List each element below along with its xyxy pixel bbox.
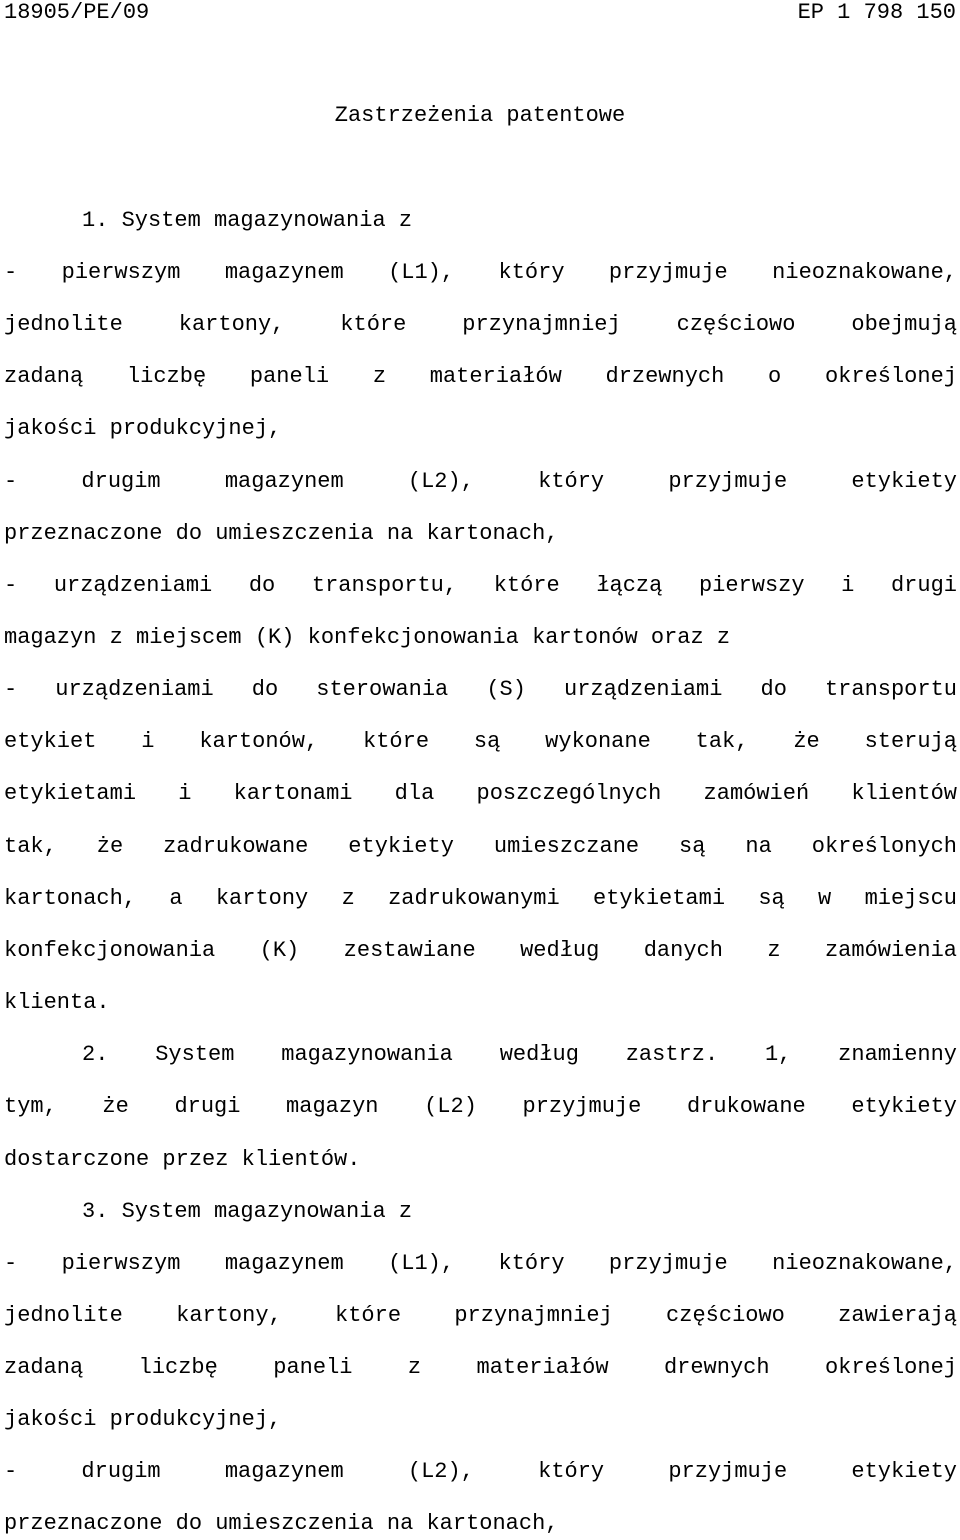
page-title: Zastrzeżenia patentowe (334, 103, 626, 128)
text-line: magazyn z miejscem (K) konfekcjonowania kartonów oraz z (4, 625, 731, 650)
text-line: tak, że zadrukowane etykiety umieszczane są na określonych (4, 834, 957, 859)
text-line: klienta. (4, 990, 110, 1015)
claim-1-heading: 1. System magazynowania z (82, 208, 413, 233)
text-line: tym, że drugi magazyn (L2) przyjmuje drukowane etykiety (4, 1094, 957, 1119)
page-header (0, 0, 960, 26)
text-line: - urządzeniami do sterowania (S) urządzeniami do transportu (4, 677, 957, 702)
text-line: etykietami i kartonami dla poszczególnych zamówień klientów (4, 781, 957, 806)
text-line: jednolite kartony, które przynajmniej częściowo obejmują (4, 312, 957, 337)
text-line: przeznaczone do umieszczenia na kartonach, (4, 1511, 559, 1536)
text-line: jakości produkcyjnej, (4, 1407, 282, 1432)
claim-2-heading: 2. System magazynowania według zastrz. 1, znamienny (82, 1042, 957, 1067)
text-line: jakości produkcyjnej, (4, 416, 282, 441)
document-reference: 18905/PE/09 (4, 0, 150, 25)
text-line: kartonach, a kartony z zadrukowanymi etykietami są w miejscu (4, 886, 957, 911)
text-line: konfekcjonowania (K) zestawiane według danych z zamówienia (4, 938, 957, 963)
text-line: etykiet i kartonów, które są wykonane tak, że sterują (4, 729, 957, 754)
text-line: zadaną liczbę paneli z materiałów drewnych określonej (4, 1355, 957, 1380)
text-line: - drugim magazynem (L2), który przyjmuje etykiety (4, 1459, 957, 1484)
text-line: jednolite kartony, które przynajmniej częściowo zawierają (4, 1303, 957, 1328)
text-line: - urządzeniami do transportu, które łączą pierwszy i drugi (4, 573, 957, 598)
text-line: dostarczone przez klientów. (4, 1147, 361, 1172)
text-line: przeznaczone do umieszczenia na kartonach, (4, 521, 559, 546)
text-line: - pierwszym magazynem (L1), który przyjmuje nieoznakowane, (4, 1251, 957, 1276)
text-line: - drugim magazynem (L2), który przyjmuje etykiety (4, 469, 957, 494)
text-line: zadaną liczbę paneli z materiałów drzewnych o określonej (4, 364, 957, 389)
text-line: - pierwszym magazynem (L1), który przyjmuje nieoznakowane, (4, 260, 957, 285)
claim-3-heading: 3. System magazynowania z (82, 1199, 413, 1224)
patent-number: EP 1 798 150 (797, 0, 956, 25)
